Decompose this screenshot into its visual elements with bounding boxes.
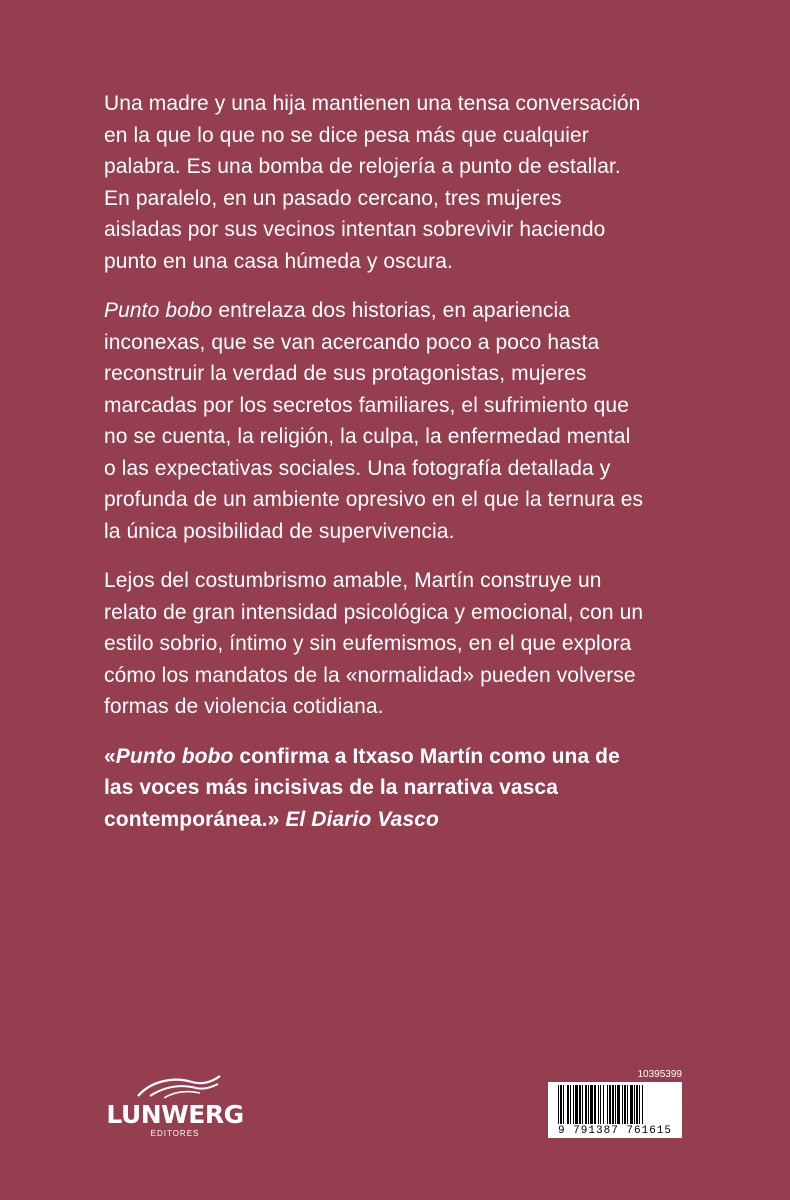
- barcode-bar: [590, 1085, 593, 1124]
- blurb-paragraph-2: [104, 295, 644, 547]
- barcode-bar: [639, 1085, 640, 1124]
- quote-source: El Diario Vasco: [285, 807, 439, 831]
- lunwerg-swoosh-icon: [120, 1072, 230, 1102]
- quote-text: confirma a Itxaso Martín como una de las voces más incisivas de la narrativa vasca contemporánea.»: [104, 744, 620, 831]
- barcode-bar: [585, 1085, 587, 1124]
- barcode-bar: [603, 1085, 604, 1124]
- quote-book-title: Punto bobo: [115, 744, 234, 768]
- barcode-bar: [563, 1085, 564, 1124]
- barcode-bar: [567, 1085, 569, 1124]
- barcode-bar: [600, 1085, 601, 1124]
- barcode-bar: [642, 1085, 643, 1124]
- publisher-name: LUNWERG: [106, 1100, 244, 1129]
- barcode-bar: [634, 1085, 635, 1124]
- barcode-bar: [627, 1085, 628, 1124]
- barcode-bar: [622, 1085, 623, 1124]
- blurb-paragraph-1: Una madre y una hija mantienen una tensa conversación en la que lo que no se dice pesa más que cualquier palabra. Es una bomba de relojería a punto de estallar. En paralelo, en un pasado cercano, tres mujeres aisladas por sus vecinos intentan sobrevivir haciendo punto en una casa húmeda y oscura.: [104, 92, 641, 273]
- blurb-paragraph-3: Lejos del costumbrismo amable, Martín construye un relato de gran intensidad psicológica y emocional, con un estilo sobrio, íntimo y sin eufemismos, en el que explora cómo los mandatos de la «normalidad» pueden volverse formas de violencia cotidiana.: [104, 569, 644, 718]
- back-cover-blurb: [104, 88, 644, 853]
- barcode-bar: [560, 1085, 562, 1124]
- barcode-bar: [636, 1085, 638, 1124]
- barcode-bar: [582, 1085, 583, 1124]
- barcode-bar: [579, 1085, 581, 1124]
- barcode-bar: [598, 1085, 599, 1124]
- barcode-bar: [609, 1085, 611, 1124]
- barcode-bar: [570, 1085, 571, 1124]
- quote-open-mark: «: [104, 744, 116, 768]
- product-code: 10395399: [637, 1069, 682, 1080]
- barcode-bar: [594, 1085, 596, 1124]
- barcode-bar: [573, 1085, 574, 1124]
- barcode-bar: [607, 1085, 608, 1124]
- barcode-bar: [588, 1085, 589, 1124]
- barcode-bars: [548, 1082, 682, 1126]
- press-quote: [104, 741, 644, 836]
- publisher-logo: [100, 1072, 250, 1142]
- isbn-digits: 9 791387 761615: [557, 1125, 673, 1137]
- barcode-bar: [612, 1085, 614, 1124]
- barcode-bar: [630, 1085, 633, 1124]
- isbn-barcode: [548, 1082, 682, 1138]
- barcode-bar: [624, 1085, 626, 1124]
- barcode-bar: [575, 1085, 578, 1124]
- barcode-bar: [615, 1085, 616, 1124]
- blurb-paragraph-2-text: entrelaza dos historias, en apariencia inconexas, que se van acercando poco a poco hasta reconstruir la verdad de sus protagonistas, mujeres marcadas por los secretos familiares, el sufrimiento que no se cuenta, la religión, la culpa, la enfermedad mental o las expectativas sociales. Una fotografía detallada y profunda de un ambiente opresivo en el que la ternura es la única posibilidad de supervivencia.: [104, 299, 644, 543]
- barcode-bar: [558, 1085, 559, 1124]
- publisher-subtitle: EDITORES: [150, 1129, 200, 1138]
- book-title-italic: Punto bobo: [104, 299, 213, 322]
- barcode-bar: [617, 1085, 620, 1124]
